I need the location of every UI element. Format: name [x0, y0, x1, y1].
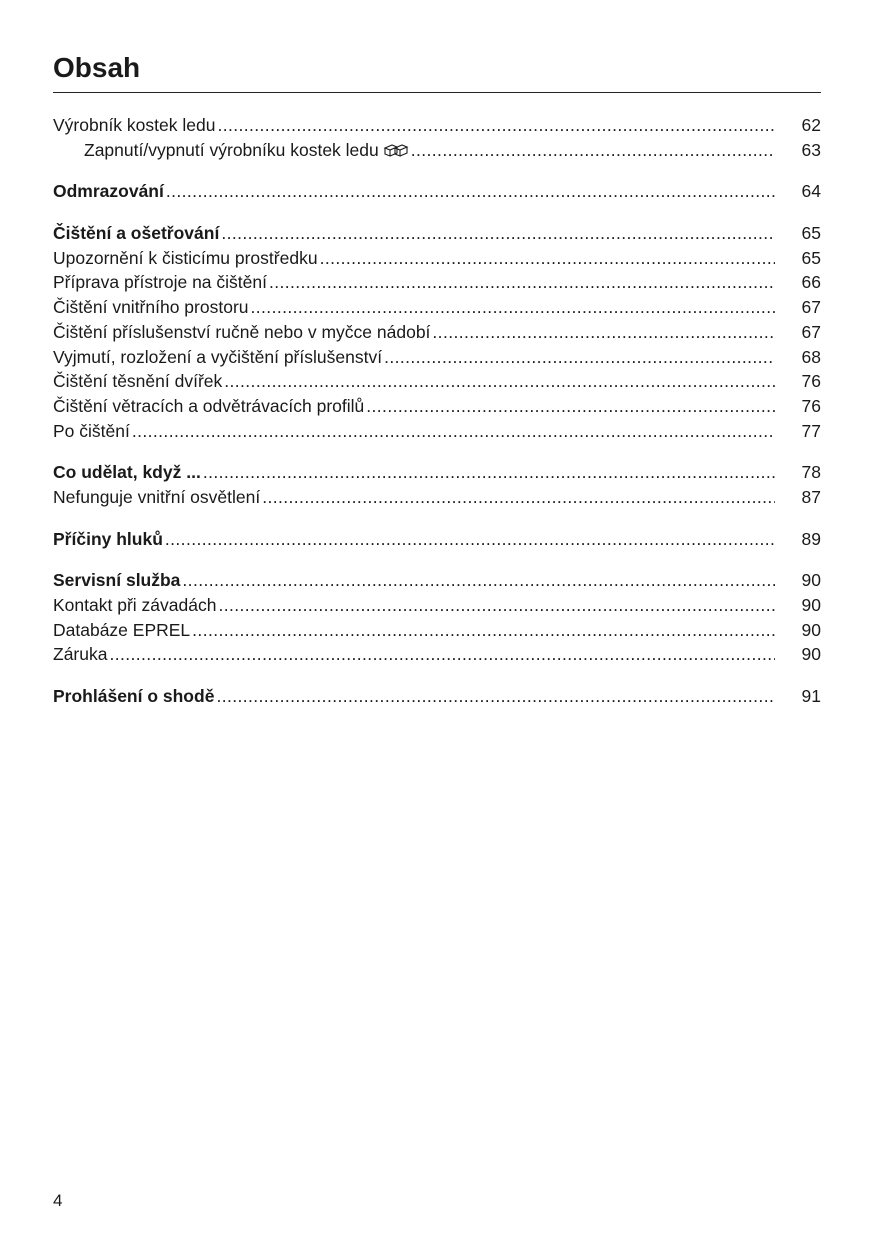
toc-entry[interactable] [53, 345, 821, 370]
toc-entry-label [53, 642, 107, 667]
toc-page-number: 64 [801, 181, 821, 202]
toc-entry[interactable] [53, 394, 821, 419]
toc-entry[interactable] [53, 369, 821, 394]
toc-entry-text: Čištění a ošetřování [53, 223, 220, 244]
toc-dot-leader [411, 138, 775, 163]
toc-dot-leader [166, 179, 775, 204]
toc-dot-leader [109, 642, 775, 667]
toc-dot-leader [165, 527, 775, 552]
toc-page-number: 66 [801, 272, 821, 293]
toc-entry-label [53, 320, 430, 345]
toc-section [53, 568, 821, 667]
toc-entry-text: Nefunguje vnitřní osvětlení [53, 486, 261, 507]
page-number: 4 [53, 1191, 63, 1210]
toc-page-number: 89 [801, 528, 821, 549]
toc-entry[interactable] [53, 113, 821, 138]
toc-dot-leader [366, 394, 775, 419]
toc-page-number: 87 [801, 486, 821, 507]
toc-entry-label [53, 684, 214, 709]
toc-dot-leader [251, 295, 775, 320]
toc-page-number: 67 [801, 321, 821, 342]
toc-entry-label [53, 179, 164, 204]
toc-entry[interactable] [53, 320, 821, 345]
toc-entry-label [53, 295, 249, 320]
title-divider [53, 92, 821, 93]
toc-entry-text: Vyjmutí, rozložení a vyčištění příslušenství [53, 346, 383, 367]
toc-entry-label [53, 485, 260, 510]
toc-entry-label [53, 345, 382, 370]
toc-section [53, 460, 821, 509]
toc-entry-text: Čištění těsnění dvířek [53, 371, 223, 392]
toc-entry-text: Prohlášení o shodě [53, 686, 215, 707]
toc-heading-entry[interactable] [53, 527, 821, 552]
table-of-contents [53, 113, 821, 726]
toc-dot-leader [203, 460, 775, 485]
toc-entry-text: Odmrazování [53, 181, 164, 202]
toc-entry-text: Servisní služba [53, 570, 181, 591]
toc-page-number: 90 [801, 619, 821, 640]
toc-entry-text: Výrobník kostek ledu [53, 115, 216, 135]
toc-heading-entry[interactable] [53, 568, 821, 593]
toc-entry-label [53, 527, 163, 552]
toc-section [53, 179, 821, 204]
toc-dot-leader [132, 419, 775, 444]
toc-section [53, 684, 821, 709]
toc-section [53, 527, 821, 552]
toc-page-number: 90 [801, 595, 821, 615]
toc-dot-leader [216, 684, 775, 709]
toc-page-number: 76 [801, 371, 821, 392]
toc-entry-label [53, 270, 267, 295]
toc-entry[interactable] [53, 593, 821, 618]
toc-entry[interactable] [53, 138, 821, 163]
toc-page-number: 77 [801, 420, 821, 441]
toc-page-number: 76 [801, 395, 821, 416]
toc-entry-text: Upozornění k čisticímu prostředku [53, 247, 318, 268]
toc-entry-label [53, 138, 409, 164]
toc-entry-label [53, 618, 190, 643]
toc-entry-label [53, 113, 215, 138]
toc-entry[interactable] [53, 270, 821, 295]
toc-entry-text: Příčiny hluků [53, 528, 163, 549]
toc-page-number: 63 [801, 139, 821, 160]
toc-page-number: 90 [801, 644, 821, 665]
toc-entry-label [53, 593, 216, 618]
toc-page-number: 91 [801, 686, 821, 707]
toc-dot-leader [269, 270, 775, 295]
toc-entry[interactable] [53, 618, 821, 643]
toc-page-number: 65 [801, 223, 821, 244]
toc-dot-leader [432, 320, 775, 345]
toc-section [53, 113, 821, 162]
toc-heading-entry[interactable] [53, 460, 821, 485]
page-title: Obsah [53, 52, 141, 83]
toc-page-number: 90 [801, 570, 821, 591]
toc-entry-text: Čištění vnitřního prostoru [53, 297, 249, 318]
toc-page-number: 67 [801, 297, 821, 318]
toc-dot-leader [192, 618, 775, 643]
toc-entry-label [53, 369, 222, 394]
toc-entry-label [53, 568, 180, 593]
toc-entry[interactable] [53, 246, 821, 271]
toc-entry-text: Záruka [53, 644, 108, 665]
toc-page-number: 65 [801, 247, 821, 268]
toc-dot-leader [218, 593, 775, 618]
toc-entry[interactable] [53, 485, 821, 510]
toc-entry-label [53, 419, 130, 444]
toc-section [53, 221, 821, 443]
toc-entry-text: Příprava přístroje na čištění [53, 272, 267, 293]
toc-dot-leader [182, 568, 775, 593]
toc-entry-text: Kontakt při závadách [53, 595, 217, 615]
toc-entry-text: Po čištění [53, 420, 130, 441]
toc-dot-leader [262, 485, 775, 510]
toc-page-number: 78 [801, 462, 821, 483]
toc-page-number: 68 [801, 346, 821, 367]
toc-entry[interactable] [53, 419, 821, 444]
toc-entry-text: Čištění příslušenství ručně nebo v myčce nádobí [53, 321, 431, 342]
toc-entry-label [53, 221, 219, 246]
toc-entry[interactable] [53, 295, 821, 320]
ice-cube-icon [383, 139, 409, 164]
toc-dot-leader [384, 345, 775, 370]
toc-heading-entry[interactable] [53, 179, 821, 204]
toc-dot-leader [224, 369, 775, 394]
toc-entry[interactable] [53, 642, 821, 667]
toc-entry-label [53, 460, 201, 485]
toc-entry-text: Zapnutí/vypnutí výrobníku kostek ledu [84, 139, 379, 160]
toc-dot-leader [221, 221, 775, 246]
toc-entry-text: Databáze EPREL [53, 619, 191, 640]
toc-entry-label [53, 394, 364, 419]
toc-entry-label [53, 246, 318, 271]
toc-entry-text: Čištění větracích a odvětrávacích profilů [53, 395, 365, 416]
toc-page-number: 62 [801, 115, 821, 135]
toc-entry-text: Co udělat, když ... [53, 462, 201, 483]
toc-dot-leader [217, 113, 775, 138]
toc-heading-entry[interactable] [53, 221, 821, 246]
toc-heading-entry[interactable] [53, 684, 821, 709]
toc-dot-leader [320, 246, 775, 271]
